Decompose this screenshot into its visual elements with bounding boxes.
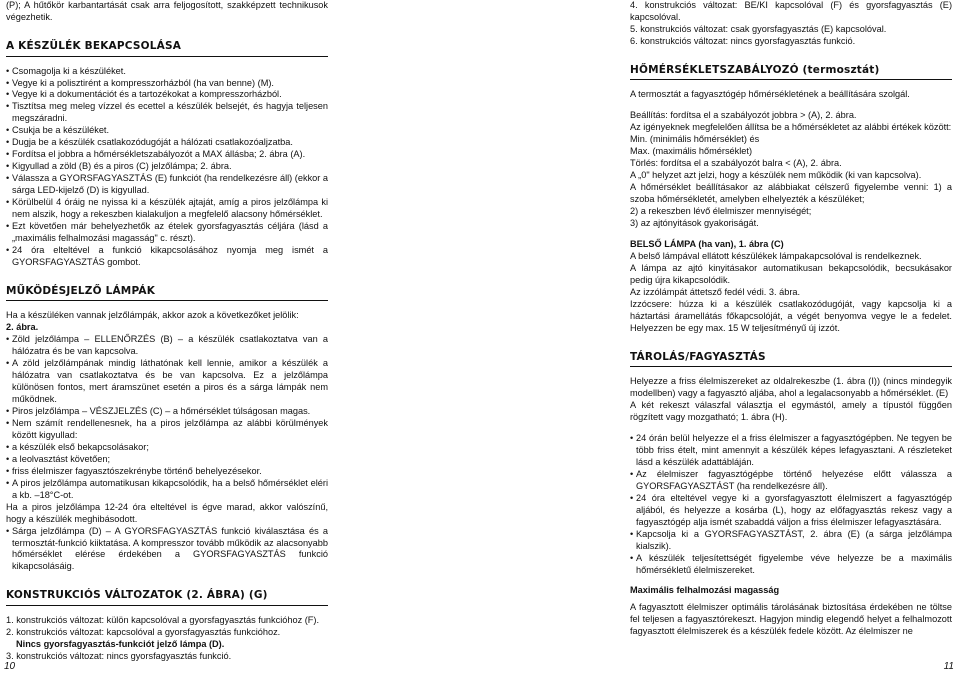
page-number-left: 10 [4,661,16,672]
thermostat-line: Az igényeknek megfelelően állítsa be a hőmérsékletet az alábbi értékek között: [630,122,952,133]
list-item: • Vegye ki a polisztirént a kompresszorházból (ha van benne) (M). [6,78,328,90]
lamp-figure-ref: 2. ábra. [6,322,39,333]
thermostat-line: Törlés: fordítsa el a szabályozót balra < (A), 2. ábra. [630,158,842,169]
page-number-right: 11 [943,661,954,672]
lamp-line: A belső lámpával ellátott készülékek lámpakapcsolóval is rendelkeznek. [630,250,922,261]
variant-item: 1. konstrukciós változat: külön kapcsolóval a gyorsfagyasztás funkcióhoz (F). [6,615,320,625]
list-item: • a készülék első bekapcsolásakor; [6,442,328,454]
storage-paragraph: A két rekeszt válaszfal választja el egymástól, amely a típustól függően rögzített vagy mozgatható; 1. ábra (H). [630,400,952,423]
list-item: • Csomagolja ki a készüléket. [6,66,328,78]
lamp-line: Izzócsere: húzza ki a készülék csatlakozódugóját, vagy kapcsolja ki a háztartási áramellátás főkapcsolóját, a végét benyomva vegye le a fedelet. Helyezzen be egy max. 15 W teljesítményű új izzót. [630,298,952,333]
intro-text: (P); A hűtőkör karbantartását csak arra feljogosított, szakképzett technikusok végezhetik. [6,0,328,22]
thermostat-line: A „0" helyzet azt jelzi, hogy a készülék nem működik (ki van kapcsolva). [630,170,922,181]
list-item: • A készülék teljesítettségét figyelembe véve helyezze be a maximális hőmérsékletű élelmiszereket. [630,553,952,577]
list-item: • A piros jelzőlámpa automatikusan kikapcsolódik, ha a belső hőmérséklet eléri a kb. –18°C-ot. [6,478,328,502]
list-item: • Vegye ki a dokumentációt és a tartozékokat a kompresszorházból. [6,89,328,101]
list-item: • Zöld jelzőlámpa – ELLENŐRZÉS (B) – a készülék csatlakoztatva van a hálózatra és be van kapcsolva. [6,334,328,358]
list-item: • Kigyullad a zöld (B) és a piros (C) jelzőlámpa; 2. ábra. [6,161,328,173]
variant-item: 3. konstrukciós változat: nincs gyorsfagyasztás funkció. [6,650,232,661]
list-item: • Sárga jelzőlámpa (D) – A GYORSFAGYASZTÁS funkció kiválasztása és a termosztát-funkció kiiktatása. A kompresszor tovább működik az alacsonyabb hőmérséklet elérése érdekében a GYORSFAGYASZTÁS funkció kikapcsolásáig. [6,526,328,574]
list-item: • Az élelmiszer fagyasztógépbe történő helyezése előtt válassza a GYORSFAGYASZTÁST (ha rendelkezésre áll). [630,469,952,493]
variant-item: 2. konstrukciós változat: kapcsolóval a gyorsfagyasztás funkcióhoz. [6,626,281,637]
variant-item: 6. konstrukciós változat: nincs gyorsfagyasztás funkció. [630,35,856,46]
thermostat-intro: A termosztát a fagyasztógép hőmérsékletének a beállítására szolgál. [630,89,910,100]
heading-storage: TÁROLÁS/FAGYASZTÁS [630,351,952,368]
list-item: • Fordítsa el jobbra a hőmérsékletszabályozót a MAX állásba; 2. ábra (A). [6,149,328,161]
list-item: • Ezt követően már behelyezhetők az ételek gyorsfagyasztás céljára (lásd a „maximális felhalmozási magasság" c. részt). [6,221,328,245]
heading-switch-on: A KÉSZÜLÉK BEKAPCSOLÁSA [6,40,328,57]
thermostat-line: A hőmérséklet beállításakor az alábbiakat célszerű figyelembe venni: 1) a szoba hőmérsékletét, amelyben elhelyezték a készüléket; [630,182,952,205]
list-item: • friss élelmiszer fagyasztószekrénybe történő behelyezésekor. [6,466,328,478]
thermostat-line: Max. (maximális hőmérséklet) [630,146,753,157]
lamp-list [6,334,328,573]
max-height-title: Maximális felhalmozási magasság [630,585,780,596]
lamp-line: A lámpa az ajtó kinyitásakor automatikusan bekapcsolódik, becsukásakor pedig újra kikapcsolódik. [630,262,952,285]
list-item: • a leolvasztást követően; [6,454,328,466]
right-page [630,0,952,638]
list-item: • Válassza a GYORSFAGYASZTÁS (E) funkciót (ha rendelkezésre áll) (ekkor a sárga LED-kijelző (D) is kigyullad. [6,173,328,197]
lamp-title: BELSŐ LÁMPA (ha van), 1. ábra (C) [630,238,784,249]
thermostat-line: 2) a rekeszben lévő élelmiszer mennyiségét; [630,206,812,217]
list-item: • 24 órán belül helyezze el a friss élelmiszer a fagyasztógépben. Ne tegyen be több friss ételt, mint amennyit a készülék képes lefagyasztani. A részleteket lásd a készülék adattábláján. [630,433,952,469]
storage-list [630,433,952,576]
heading-variants: KONSTRUKCIÓS VÁLTOZATOK (2. ÁBRA) (G) [6,589,328,606]
list-item: • 24 óra elteltével a funkció kikapcsolásához nyomja meg ismét a GYORSFAGYASZTÁS gombot. [6,245,328,269]
left-page [6,0,328,663]
list-item: • Csukja be a készüléket. [6,125,328,137]
list-item: • Dugja be a készülék csatlakozódugóját a hálózati csatlakozóaljzatba. [6,137,328,149]
list-item: • A zöld jelzőlámpának mindig láthatónak kell lennie, amikor a készülék a hálózatra van csatlakoztatva és be van kapcsolva. Ez a jelzőlámpa különösen fontos, mert áramszünet esetén a piros és a sárga lámpák nem működnek. [6,358,328,406]
variant-item: 5. konstrukciós változat: csak gyorsfagyasztás (E) kapcsolóval. [630,23,887,34]
max-height-text: A fagyasztott élelmiszer optimális tárolásának biztosítása érdekében ne töltse fel teljesen a fagyasztórekeszt. Hagyjon mindig elegendő helyet a felhalmozott fagyasztott élelmiszerek és a készülék fedele között. Az élelmiszer ne [630,602,952,637]
list-item: • Tisztítsa meg meleg vízzel és ecettel a készülék belsejét, és hagyja teljesen megszáradni. [6,101,328,125]
switch-on-list [6,66,328,269]
paragraph: Ha a piros jelzőlámpa 12-24 óra elteltével is égve marad, akkor valószínű, hogy a készülék meghibásodott. [6,501,328,524]
list-item: • Nem számít rendellenesnek, ha a piros jelzőlámpa az alábbi körülmények között kigyullad: [6,418,328,442]
heading-thermostat: HŐMÉRSÉKLETSZABÁLYOZÓ (termosztát) [630,64,952,81]
thermostat-line: Min. (minimális hőmérséklet) és [630,134,760,145]
list-item: • Piros jelzőlámpa – VÉSZJELZÉS (C) – a hőmérséklet túlságosan magas. [6,406,328,418]
thermostat-line: Beállítás: fordítsa el a szabályozót jobbra > (A), 2. ábra. [630,110,857,121]
variant-item: 4. konstrukciós változat: BE/KI kapcsolóval (F) és gyorsfagyasztás (E) kapcsolóval. [630,0,952,22]
list-item: • Kapcsolja ki a GYORSFAGYASZTÁST, 2. ábra (E) (a sárga jelzőlámpa kialszik). [630,529,952,553]
list-item: • 24 óra elteltével vegye ki a gyorsfagyasztott élelmiszert a fagyasztógép aljából, és helyezze a kosárba (L), hogy az előfagyasztás rekesz vagy a fagyasztógép alja ismét szabaddá váljon a friss élelmiszer lefagyasztására. [630,493,952,529]
heading-indicator-lamps: MŰKÖDÉSJELZŐ LÁMPÁK [6,285,328,302]
list-item: • Körülbelül 4 óráig ne nyissa ki a készülék ajtaját, amíg a piros jelzőlámpa ki nem alszik, hogy a rekeszben kialakuljon a megfelelő alacsony hőmérséklet. [6,197,328,221]
variant-note: Nincs gyorsfagyasztás-funkciót jelző lámpa (D). [16,638,225,649]
lamp-intro: Ha a készüléken vannak jelzőlámpák, akkor azok a következőket jelölik: [6,310,299,321]
thermostat-line: 3) az ajtónyitások gyakoriságát. [630,217,759,228]
lamp-line: Az izzólámpát áttetsző fedél védi. 3. ábra. [630,286,801,297]
storage-paragraph: Helyezze a friss élelmiszereket az oldalrekeszbe (1. ábra (I)) (nincs mindegyik modellben) vagy a fagyasztó aljába, ahol a legalacsonyabb a hőmérséklet. (E) [630,376,952,399]
